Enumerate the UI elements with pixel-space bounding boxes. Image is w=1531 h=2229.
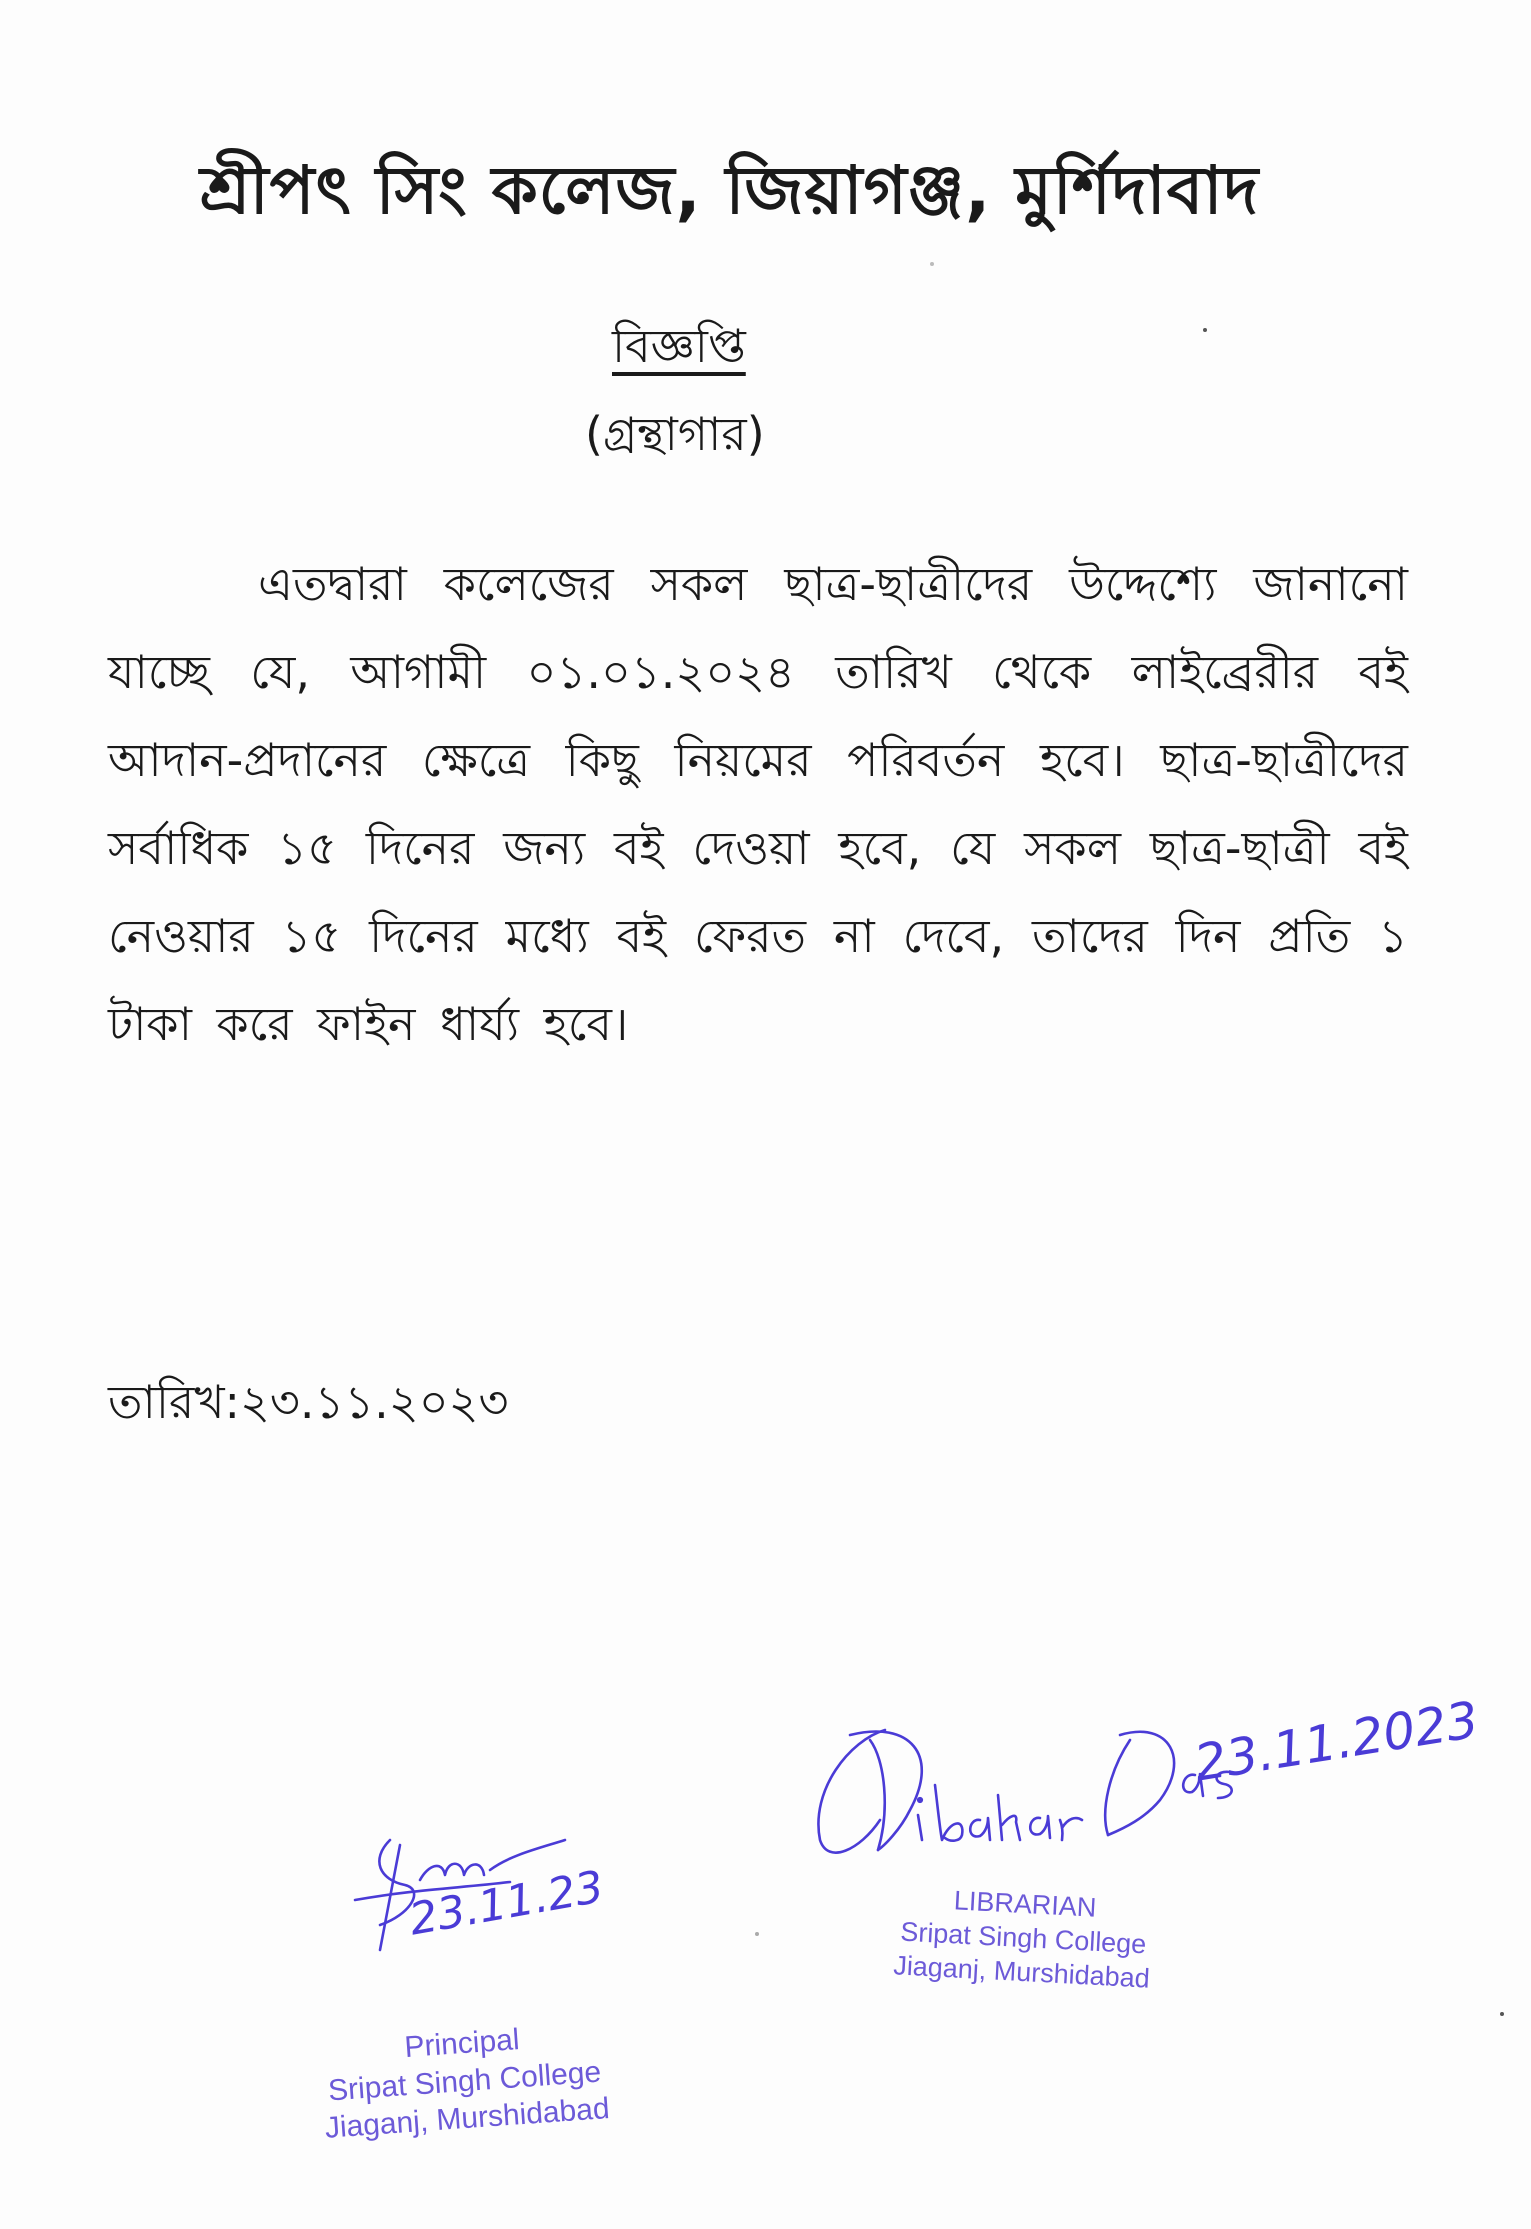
- scan-speck: [755, 1932, 759, 1936]
- notice-subheading: (গ্রন্থাগার): [585, 407, 765, 461]
- college-title: শ্রীপৎ সিং কলেজ, জিয়াগঞ্জ, মুর্শিদাবাদ: [200, 152, 1260, 229]
- principal-signature-date: 23.11.23: [405, 1861, 608, 1946]
- principal-stamp-location: Jiaganj, Murshidabad: [323, 2092, 611, 2145]
- notice-heading: বিজ্ঞপ্তি: [612, 319, 746, 373]
- scan-speck: [1500, 2012, 1504, 2016]
- principal-stamp: [318, 2015, 610, 2147]
- notice-date: তারিখ:২৩.১১.২০২৩: [108, 1375, 509, 1429]
- librarian-signature-date: 23.11.2023: [1190, 1690, 1483, 1793]
- librarian-stamp-college: Sripat Singh College: [899, 1916, 1148, 1960]
- librarian-stamp-location: Jiaganj, Murshidabad: [892, 1949, 1151, 1994]
- notice-body: এতদ্বারা কলেজের সকল ছাত্র-ছাত্রীদের উদ্দেশ্যে জানানো যাচ্ছে যে, আগামী ০১.০১.২০২৪ তারিখ থেকে লাইব্রেরীর বই আদান-প্রদানের ক্ষেত্রে কিছু নিয়মের পরিবর্তন হবে। ছাত্র-ছাত্রীদের সর্বাধিক ১৫ দিনের জন্য বই দেওয়া হবে, যে সকল ছাত্র-ছাত্রী বই নেওয়ার ১৫ দিনের মধ্যে বই ফেরত না দেবে, তাদের দিন প্রতি ১ টাকা করে ফাইন ধার্য্য হবে।: [108, 557, 1408, 1051]
- scan-speck: [1203, 328, 1207, 332]
- librarian-stamp: [893, 1881, 1155, 1996]
- librarian-stamp-title: LIBRARIAN: [953, 1885, 1098, 1923]
- principal-stamp-college: Sripat Singh College: [326, 2055, 603, 2108]
- principal-stamp-title: Principal: [403, 2023, 521, 2065]
- scan-speck: [930, 262, 934, 266]
